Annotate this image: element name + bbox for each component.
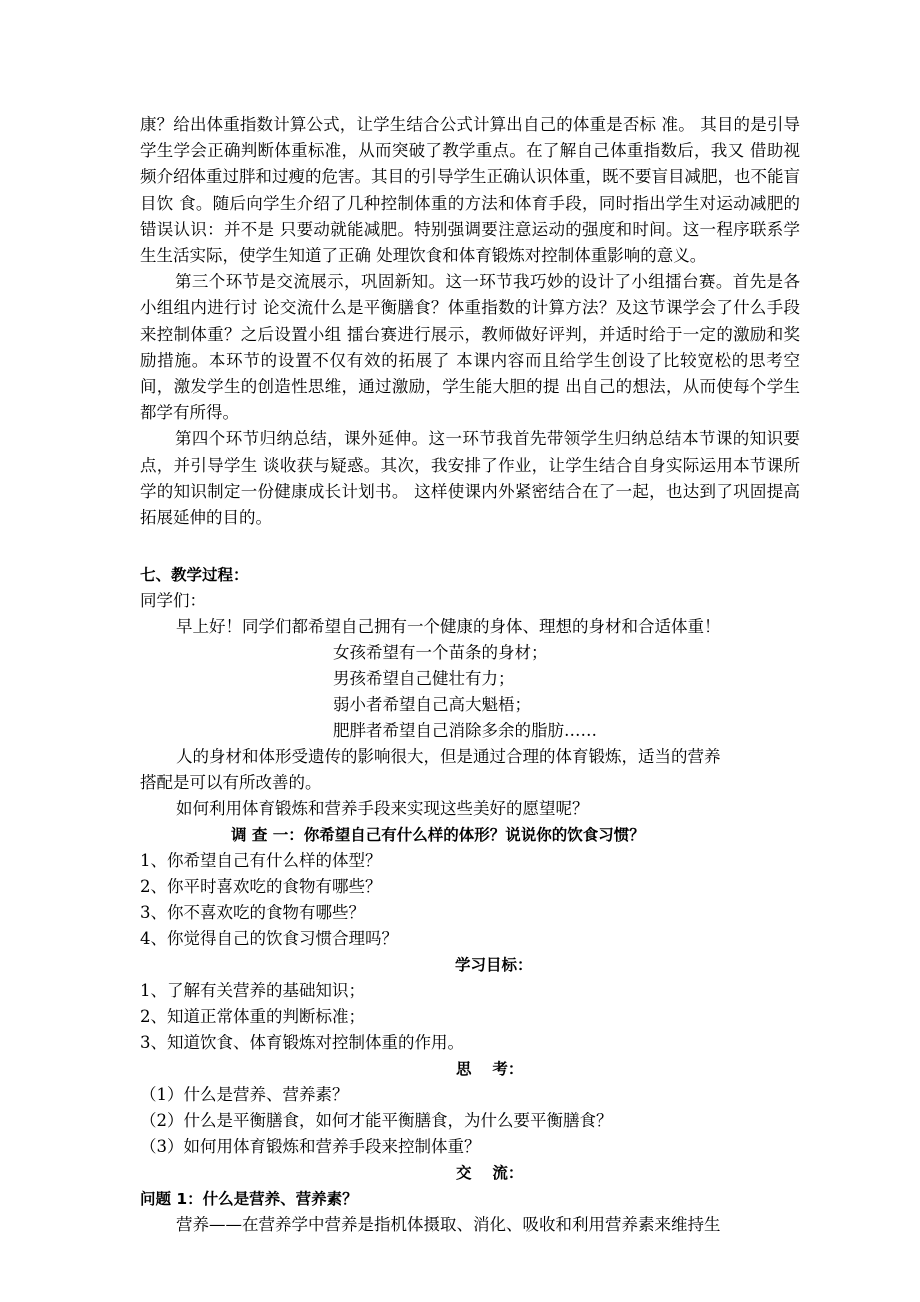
survey-item: 2、你平时喜欢吃的食物有哪些？	[140, 877, 382, 896]
goals-title: 学习目标：	[455, 956, 533, 974]
wish-line: 女孩希望有一个苗条的身材；	[333, 643, 548, 662]
paragraph-2: 第三个环节是交流展示，巩固新知。这一环节我巧妙的设计了小组擂台赛。首先是各小组组内进行讨 论交流什么是平衡膳食？体重指数的计算方法？及这节课学会了什么手段来控制体重？之后设置小组 擂台赛进行展示，教师做好评判，并适时给于一定的激励和奖励措施。本环节的设置不仅有效的拓展了 本课内容而且给学生创设了比较宽松的思考空间，激发学生的创造性思维，通过激励，学生能大胆的提 出自己的想法，从而使每个学生都学有所得。	[140, 272, 800, 423]
body-line: 搭配是可以有所改善的。	[140, 773, 322, 792]
think-item: （1）什么是营养、营养素？	[140, 1085, 349, 1104]
survey-item: 1、你希望自己有什么样的体型？	[140, 851, 382, 870]
goal-item: 1、了解有关营养的基础知识；	[140, 981, 365, 1000]
think-item: （2）什么是平衡膳食，如何才能平衡膳食，为什么要平衡膳食？	[140, 1111, 613, 1130]
body-line: 人的身材和体形受遗传的影响很大，但是通过合理的体育锻炼，适当的营养	[176, 747, 721, 766]
question-line: 如何利用体育锻炼和营养手段来实现这些美好的愿望呢？	[176, 799, 589, 818]
survey-title: 调 查 一：你希望自己有什么样的体形？说说你的饮食习惯？	[231, 826, 645, 844]
survey-item: 3、你不喜欢吃的食物有哪些？	[140, 903, 365, 922]
think-item: （3）如何用体育锻炼和营养手段来控制体重？	[140, 1137, 481, 1156]
paragraph-3: 第四个环节归纳总结，课外延伸。这一环节我首先带领学生归纳总结本节课的知识要点，并引导学生 谈收获与疑惑。其次，我安排了作业，让学生结合自身实际运用本节课所学的知识制定一份健康成长计划书。 这样使课内外紧密结合在了一起，也达到了巩固提高拓展延伸的目的。	[140, 429, 800, 528]
goal-item: 3、知道饮食、体育锻炼对控制体重的作用。	[140, 1033, 464, 1052]
paragraph-1: 康？给出体重指数计算公式，让学生结合公式计算出自己的体重是否标 准。 其目的是引导学生学会正确判断体重标准，从而突破了教学重点。在了解自己体重指数后，我又 借助视频介绍体重过胖和过瘦的危害。其目的引导学生正确认识体重，既不要盲目减肥，也不能盲目饮 食。随后向学生介绍了几种控制体重的方法和体育手段，同时指出学生对运动减肥的错误认识：并不是 只要动就能减肥。特别强调要注意运动的强度和时间。这一程序联系学生生活实际，使学生知道了正确 处理饮食和体育锻炼对控制体重影响的意义。	[140, 115, 800, 266]
wish-line: 肥胖者希望自己消除多余的脂肪……	[333, 721, 597, 740]
paragraph-section	[140, 112, 800, 531]
wish-line: 男孩希望自己健壮有力；	[333, 669, 515, 688]
wish-line: 弱小者希望自己高大魁梧；	[333, 695, 531, 714]
opening-line: 早上好！同学们都希望自己拥有一个健康的身体、理想的身材和合适体重！	[176, 617, 721, 636]
question-1-text: 营养——在营养学中营养是指机体摄取、消化、吸收和利用营养素来维持生	[176, 1215, 721, 1234]
think-title: 思 考：	[456, 1060, 524, 1078]
survey-item: 4、你觉得自己的饮食习惯合理吗？	[140, 929, 398, 948]
section-heading: 七、教学过程：	[140, 566, 249, 584]
exchange-title: 交 流：	[456, 1164, 524, 1182]
greeting: 同学们：	[140, 591, 206, 610]
question-1-title: 问题 1：什么是营养、营养素？	[140, 1190, 358, 1208]
goal-item: 2、知道正常体重的判断标准；	[140, 1007, 365, 1026]
